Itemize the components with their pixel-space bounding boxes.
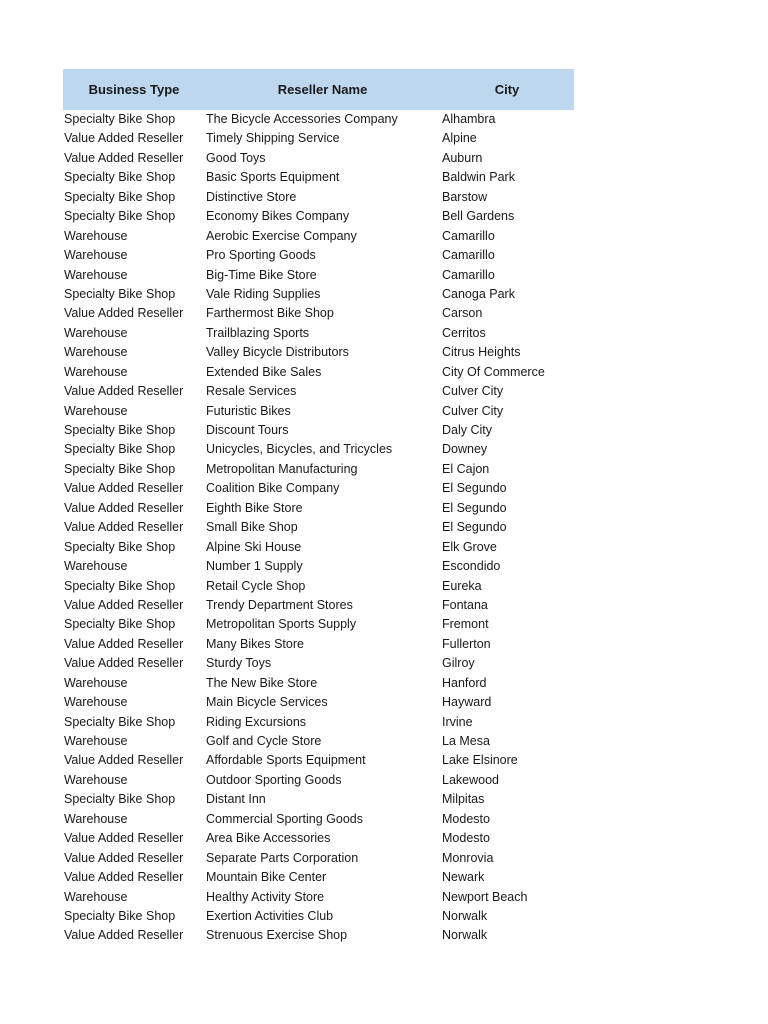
cell-business-type: Value Added Reseller bbox=[64, 928, 184, 943]
cell-reseller-name: Metropolitan Manufacturing bbox=[206, 461, 358, 476]
cell-city: Downey bbox=[442, 442, 488, 457]
cell-business-type: Value Added Reseller bbox=[64, 500, 184, 515]
table-row bbox=[63, 266, 574, 285]
cell-business-type: Value Added Reseller bbox=[64, 831, 184, 846]
cell-business-type: Specialty Bike Shop bbox=[64, 792, 176, 807]
cell-reseller-name: Sturdy Toys bbox=[206, 656, 272, 671]
cell-reseller-name: Big-Time Bike Store bbox=[206, 267, 317, 282]
table-row bbox=[63, 324, 574, 343]
cell-city: Gilroy bbox=[442, 656, 475, 671]
table-row bbox=[63, 285, 574, 304]
cell-business-type: Specialty Bike Shop bbox=[64, 714, 176, 729]
header-reseller-name: Reseller Name bbox=[277, 82, 368, 97]
cell-business-type: Specialty Bike Shop bbox=[64, 189, 176, 204]
cell-reseller-name: Mountain Bike Center bbox=[206, 870, 327, 885]
table-row bbox=[63, 596, 574, 615]
cell-business-type: Specialty Bike Shop bbox=[64, 112, 176, 126]
table-row bbox=[63, 479, 574, 498]
table-row bbox=[63, 907, 574, 926]
cell-city: El Segundo bbox=[442, 520, 507, 535]
cell-reseller-name: Main Bicycle Services bbox=[206, 695, 328, 710]
reseller-table bbox=[63, 69, 574, 946]
table-row bbox=[63, 343, 574, 362]
cell-city: Alpine bbox=[442, 131, 477, 146]
table-row bbox=[63, 829, 574, 848]
cell-city: City Of Commerce bbox=[442, 364, 545, 379]
cell-city: Carson bbox=[442, 306, 483, 321]
cell-business-type: Warehouse bbox=[64, 734, 128, 748]
cell-business-type: Value Added Reseller bbox=[64, 850, 184, 865]
cell-city: Auburn bbox=[442, 150, 483, 165]
table-row bbox=[63, 732, 574, 751]
cell-reseller-name: Area Bike Accessories bbox=[206, 831, 331, 846]
cell-business-type: Value Added Reseller bbox=[64, 597, 184, 612]
cell-city: Baldwin Park bbox=[442, 170, 515, 185]
cell-city: Newport Beach bbox=[442, 889, 528, 904]
cell-reseller-name: Coalition Bike Company bbox=[206, 481, 340, 496]
cell-business-type: Value Added Reseller bbox=[64, 520, 184, 535]
table-row bbox=[63, 693, 574, 712]
cell-city: Norwalk bbox=[442, 928, 488, 943]
table-row bbox=[63, 129, 574, 148]
cell-city: Canoga Park bbox=[442, 286, 515, 301]
cell-business-type: Value Added Reseller bbox=[64, 481, 184, 496]
cell-reseller-name: Timely Shipping Service bbox=[206, 131, 340, 146]
cell-business-type: Warehouse bbox=[64, 675, 128, 690]
table-row bbox=[63, 577, 574, 596]
table-row bbox=[63, 888, 574, 907]
cell-reseller-name: Vale Riding Supplies bbox=[206, 286, 321, 301]
cell-reseller-name: Valley Bicycle Distributors bbox=[206, 345, 349, 360]
cell-city: Culver City bbox=[442, 403, 504, 418]
cell-city: Fremont bbox=[442, 617, 489, 632]
cell-reseller-name: The New Bike Store bbox=[206, 675, 318, 690]
cell-reseller-name: Distant Inn bbox=[206, 792, 266, 807]
cell-business-type: Specialty Bike Shop bbox=[64, 170, 176, 185]
cell-business-type: Value Added Reseller bbox=[64, 306, 184, 321]
cell-reseller-name: Number 1 Supply bbox=[206, 559, 303, 574]
cell-business-type: Specialty Bike Shop bbox=[64, 617, 176, 632]
cell-business-type: Specialty Bike Shop bbox=[64, 286, 176, 301]
cell-reseller-name: Riding Excursions bbox=[206, 714, 307, 729]
cell-reseller-name: Commercial Sporting Goods bbox=[206, 811, 364, 826]
cell-city: La Mesa bbox=[442, 734, 490, 748]
table-row bbox=[63, 810, 574, 829]
table-row bbox=[63, 499, 574, 518]
table-row bbox=[63, 790, 574, 809]
table-row bbox=[63, 771, 574, 790]
cell-city: Camarillo bbox=[442, 267, 495, 282]
cell-city: Norwalk bbox=[442, 908, 488, 923]
cell-reseller-name: Economy Bikes Company bbox=[206, 209, 350, 224]
table-row bbox=[63, 421, 574, 440]
table-row bbox=[63, 674, 574, 693]
cell-city: Camarillo bbox=[442, 248, 495, 263]
table-row bbox=[63, 868, 574, 887]
cell-reseller-name: Separate Parts Corporation bbox=[206, 850, 359, 865]
table-body bbox=[63, 110, 574, 946]
cell-reseller-name: Healthy Activity Store bbox=[206, 889, 325, 904]
cell-business-type: Value Added Reseller bbox=[64, 384, 184, 399]
cell-city: Daly City bbox=[442, 423, 493, 437]
cell-business-type: Specialty Bike Shop bbox=[64, 209, 176, 224]
header-city: City bbox=[494, 82, 520, 97]
cell-business-type: Warehouse bbox=[64, 889, 128, 904]
cell-city: Eureka bbox=[442, 578, 482, 593]
table-row bbox=[63, 304, 574, 323]
table-row bbox=[63, 363, 574, 382]
cell-city: Bell Gardens bbox=[442, 209, 515, 224]
table-row bbox=[63, 849, 574, 868]
table-row bbox=[63, 440, 574, 459]
cell-reseller-name: Eighth Bike Store bbox=[206, 500, 303, 515]
cell-business-type: Value Added Reseller bbox=[64, 870, 184, 885]
cell-business-type: Warehouse bbox=[64, 811, 128, 826]
cell-reseller-name: Basic Sports Equipment bbox=[206, 170, 340, 185]
cell-reseller-name: Discount Tours bbox=[206, 423, 289, 437]
cell-business-type: Warehouse bbox=[64, 559, 128, 574]
header-business-type: Business Type bbox=[88, 82, 180, 97]
cell-reseller-name: Outdoor Sporting Goods bbox=[206, 772, 342, 787]
table-row bbox=[63, 713, 574, 732]
cell-business-type: Specialty Bike Shop bbox=[64, 423, 176, 437]
cell-city: El Segundo bbox=[442, 500, 507, 515]
cell-city: Barstow bbox=[442, 189, 488, 204]
table-header bbox=[63, 69, 574, 110]
cell-reseller-name: Aerobic Exercise Company bbox=[206, 228, 357, 243]
cell-city: Hanford bbox=[442, 675, 487, 690]
cell-city: Elk Grove bbox=[442, 539, 497, 554]
cell-business-type: Specialty Bike Shop bbox=[64, 442, 176, 457]
cell-business-type: Value Added Reseller bbox=[64, 131, 184, 146]
cell-reseller-name: Affordable Sports Equipment bbox=[206, 753, 366, 768]
cell-reseller-name: Pro Sporting Goods bbox=[206, 248, 316, 263]
cell-business-type: Warehouse bbox=[64, 403, 128, 418]
cell-city: Citrus Heights bbox=[442, 345, 521, 360]
cell-business-type: Warehouse bbox=[64, 345, 128, 360]
table-row bbox=[63, 110, 574, 129]
cell-reseller-name: Resale Services bbox=[206, 384, 297, 399]
table-row bbox=[63, 149, 574, 168]
table-row bbox=[63, 460, 574, 479]
cell-business-type: Value Added Reseller bbox=[64, 753, 184, 768]
table-row bbox=[63, 227, 574, 246]
cell-city: Alhambra bbox=[442, 112, 496, 126]
table-row bbox=[63, 654, 574, 673]
cell-city: Modesto bbox=[442, 811, 490, 826]
cell-city: Lake Elsinore bbox=[442, 753, 518, 768]
cell-reseller-name: Distinctive Store bbox=[206, 189, 297, 204]
cell-reseller-name: Unicycles, Bicycles, and Tricycles bbox=[206, 442, 393, 457]
cell-reseller-name: The Bicycle Accessories Company bbox=[206, 112, 398, 126]
cell-city: Fontana bbox=[442, 597, 488, 612]
table-row bbox=[63, 615, 574, 634]
cell-business-type: Warehouse bbox=[64, 267, 128, 282]
cell-reseller-name: Retail Cycle Shop bbox=[206, 578, 306, 593]
table-row bbox=[63, 207, 574, 226]
cell-city: Milpitas bbox=[442, 792, 485, 807]
cell-reseller-name: Strenuous Exercise Shop bbox=[206, 928, 348, 943]
cell-reseller-name: Alpine Ski House bbox=[206, 539, 302, 554]
table-row bbox=[63, 635, 574, 654]
cell-reseller-name: Farthermost Bike Shop bbox=[206, 306, 334, 321]
cell-city: Escondido bbox=[442, 559, 501, 574]
cell-business-type: Warehouse bbox=[64, 228, 128, 243]
cell-reseller-name: Trailblazing Sports bbox=[206, 325, 310, 340]
cell-reseller-name: Many Bikes Store bbox=[206, 636, 304, 651]
cell-reseller-name: Golf and Cycle Store bbox=[206, 734, 322, 748]
cell-business-type: Warehouse bbox=[64, 772, 128, 787]
cell-business-type: Warehouse bbox=[64, 248, 128, 263]
cell-city: Lakewood bbox=[442, 772, 499, 787]
cell-city: Modesto bbox=[442, 831, 490, 846]
table-row bbox=[63, 751, 574, 770]
cell-business-type: Specialty Bike Shop bbox=[64, 578, 176, 593]
cell-reseller-name: Small Bike Shop bbox=[206, 520, 298, 535]
cell-reseller-name: Trendy Department Stores bbox=[206, 597, 353, 612]
cell-business-type: Warehouse bbox=[64, 695, 128, 710]
cell-reseller-name: Extended Bike Sales bbox=[206, 364, 322, 379]
cell-city: El Cajon bbox=[442, 461, 490, 476]
table-row bbox=[63, 538, 574, 557]
table-row bbox=[63, 382, 574, 401]
cell-business-type: Value Added Reseller bbox=[64, 636, 184, 651]
cell-city: Hayward bbox=[442, 695, 492, 710]
cell-city: Cerritos bbox=[442, 325, 486, 340]
cell-business-type: Specialty Bike Shop bbox=[64, 908, 176, 923]
table-row bbox=[63, 518, 574, 537]
cell-city: Fullerton bbox=[442, 636, 491, 651]
table-row bbox=[63, 402, 574, 421]
cell-city: Newark bbox=[442, 870, 485, 885]
cell-city: Culver City bbox=[442, 384, 504, 399]
table-row bbox=[63, 168, 574, 187]
cell-city: El Segundo bbox=[442, 481, 507, 496]
table-row bbox=[63, 188, 574, 207]
cell-reseller-name: Good Toys bbox=[206, 150, 266, 165]
cell-business-type: Value Added Reseller bbox=[64, 150, 184, 165]
cell-reseller-name: Futuristic Bikes bbox=[206, 403, 291, 418]
cell-business-type: Specialty Bike Shop bbox=[64, 539, 176, 554]
cell-reseller-name: Exertion Activities Club bbox=[206, 908, 334, 923]
cell-city: Camarillo bbox=[442, 228, 495, 243]
cell-business-type: Warehouse bbox=[64, 364, 128, 379]
cell-business-type: Warehouse bbox=[64, 325, 128, 340]
cell-city: Monrovia bbox=[442, 850, 494, 865]
cell-business-type: Value Added Reseller bbox=[64, 656, 184, 671]
table-row bbox=[63, 557, 574, 576]
cell-city: Irvine bbox=[442, 714, 473, 729]
table-row bbox=[63, 926, 574, 945]
table-row bbox=[63, 246, 574, 265]
cell-reseller-name: Metropolitan Sports Supply bbox=[206, 617, 357, 632]
cell-business-type: Specialty Bike Shop bbox=[64, 461, 176, 476]
